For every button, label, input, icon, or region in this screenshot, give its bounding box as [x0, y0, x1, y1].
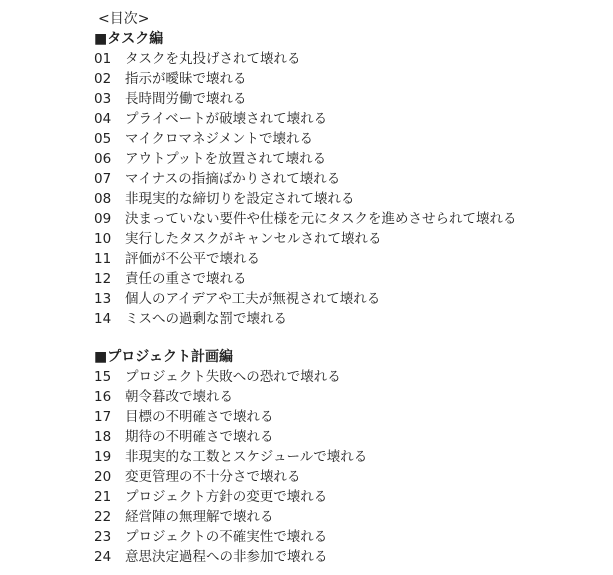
list-item: [94, 427, 604, 447]
item-text: プロジェクトの不確実性で壊れる: [125, 529, 328, 545]
item-number: 04: [94, 111, 112, 127]
item-number: 10: [94, 231, 112, 247]
item-text: 長時間労働で壊れる: [125, 91, 247, 107]
item-text: プロジェクト失敗への恐れで壊れる: [125, 369, 341, 385]
list-item: [94, 467, 604, 487]
item-number: 15: [94, 369, 112, 385]
item-text: タスクを丸投げされて壊れる: [125, 51, 301, 67]
list-item: [94, 507, 604, 527]
list-item: [94, 387, 604, 407]
item-text: 指示が曖昧で壊れる: [125, 71, 247, 87]
item-text: 個人のアイデアや工夫が無視されて壊れる: [125, 291, 381, 307]
item-text: 経営陣の無理解で壊れる: [125, 509, 274, 525]
item-number: 13: [94, 291, 112, 307]
list-item: [94, 109, 604, 129]
section-spacer: [94, 329, 604, 347]
list-item: [94, 447, 604, 467]
item-number: 12: [94, 271, 112, 287]
item-number: 09: [94, 211, 112, 227]
toc-title: <目次>: [98, 11, 150, 27]
item-number: 20: [94, 469, 112, 485]
list-item: [94, 49, 604, 69]
item-text: アウトプットを放置されて壊れる: [125, 151, 327, 167]
list-item: [94, 309, 604, 329]
list-item: [94, 367, 604, 387]
item-number: 07: [94, 171, 112, 187]
item-text: マイクロマネジメントで壊れる: [125, 131, 314, 147]
table-of-contents: [94, 9, 604, 567]
list-item: [94, 249, 604, 269]
list-item: [94, 149, 604, 169]
item-text: 非現実的な締切りを設定されて壊れる: [125, 191, 355, 207]
item-text: 実行したタスクがキャンセルされて壊れる: [125, 231, 382, 247]
item-number: 03: [94, 91, 112, 107]
item-text: プライベートが破壊されて壊れる: [125, 111, 328, 127]
list-item: [94, 89, 604, 109]
list-item: [94, 269, 604, 289]
project-list: [94, 367, 604, 567]
item-text: 意思決定過程への非参加で壊れる: [125, 549, 328, 565]
list-item: [94, 69, 604, 89]
item-text: 変更管理の不十分さで壊れる: [125, 469, 301, 485]
task-list: [94, 49, 604, 329]
item-number: 21: [94, 489, 112, 505]
list-item: [94, 407, 604, 427]
list-item: [94, 189, 604, 209]
item-text: 目標の不明確さで壊れる: [125, 409, 274, 425]
list-item: [94, 229, 604, 249]
list-item: [94, 527, 604, 547]
item-number: 22: [94, 509, 112, 525]
item-number: 17: [94, 409, 112, 425]
section-project-planning: [94, 347, 604, 567]
item-number: 01: [94, 51, 112, 67]
item-number: 05: [94, 131, 112, 147]
item-text: 評価が不公平で壊れる: [125, 251, 260, 267]
list-item: [94, 547, 604, 567]
list-item: [94, 289, 604, 309]
list-item: [94, 129, 604, 149]
list-item: [94, 487, 604, 507]
list-item: [94, 169, 604, 189]
item-number: 19: [94, 449, 112, 465]
item-number: 23: [94, 529, 112, 545]
item-text: 期待の不明確さで壊れる: [125, 429, 274, 445]
item-number: 06: [94, 151, 112, 167]
item-text: 決まっていない要件や仕様を元にタスクを進めさせられて壊れる: [125, 211, 517, 227]
item-number: 14: [94, 311, 112, 327]
item-number: 24: [94, 549, 112, 565]
list-item: [94, 209, 604, 229]
item-number: 11: [94, 251, 112, 267]
item-text: ミスへの過剰な罰で壊れる: [125, 311, 287, 327]
item-number: 16: [94, 389, 112, 405]
item-text: プロジェクト方針の変更で壊れる: [125, 489, 328, 505]
item-number: 08: [94, 191, 112, 207]
item-text: 朝令暮改で壊れる: [125, 389, 233, 405]
section-heading: ■タスク編: [94, 31, 164, 47]
section-heading: ■プロジェクト計画編: [94, 349, 233, 365]
item-number: 02: [94, 71, 112, 87]
section-tasks: [94, 29, 604, 329]
item-text: マイナスの指摘ばかりされて壊れる: [125, 171, 341, 187]
item-number: 18: [94, 429, 112, 445]
item-text: 非現実的な工数とスケジュールで壊れる: [125, 449, 368, 465]
item-text: 責任の重さで壊れる: [125, 271, 247, 287]
